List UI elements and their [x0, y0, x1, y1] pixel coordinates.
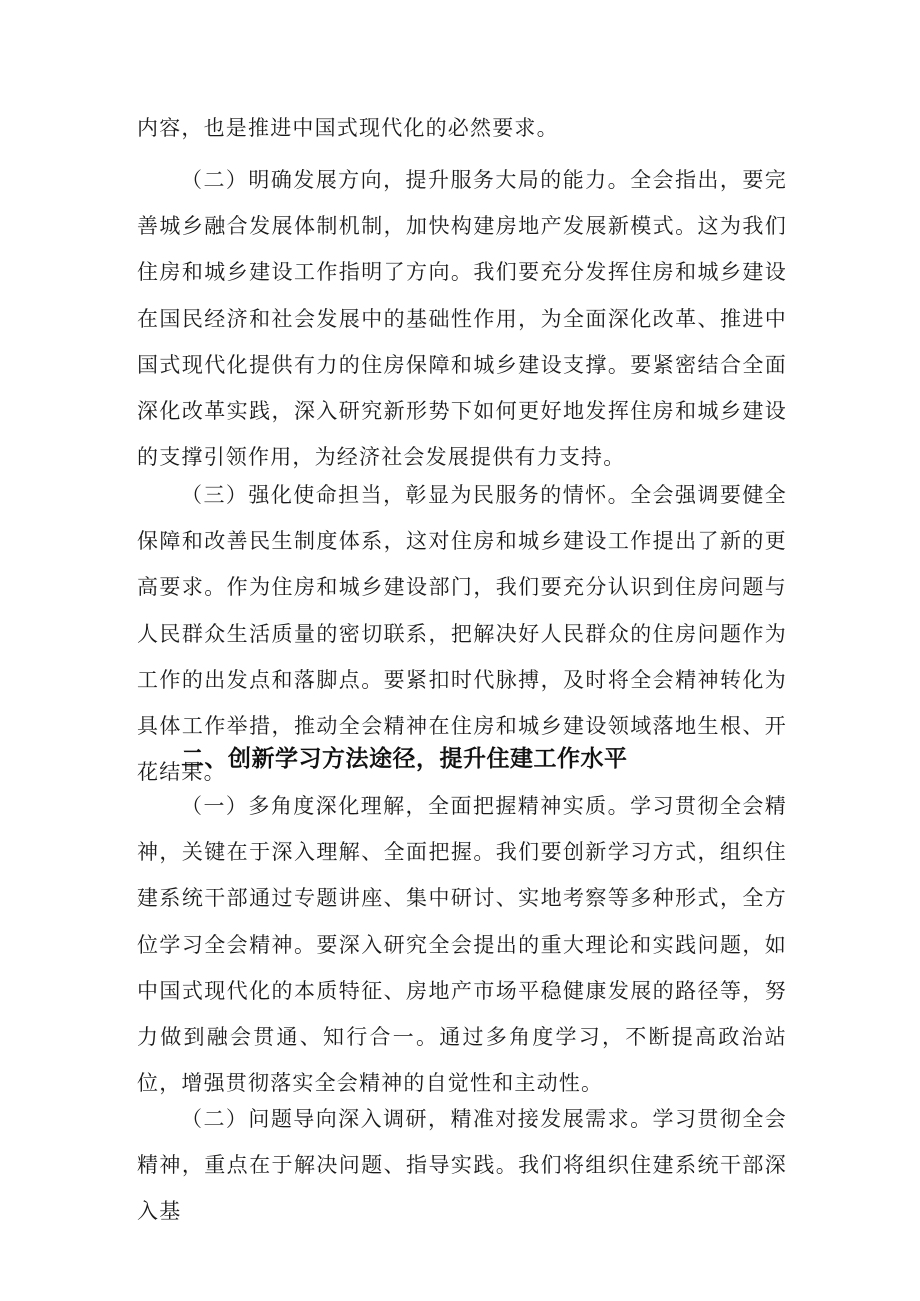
- paragraph-section2-item2: （二）问题导向深入调研，精准对接发展需求。学习贯彻全会精神，重点在于解决问题、指导实践。我们将组织住建系统干部深入基: [137, 1107, 787, 1224]
- paragraph-section1-item2: （二）明确发展方向，提升服务大局的能力。全会指出，要完善城乡融合发展体制机制，加快构建房地产发展新模式。这为我们住房和城乡建设工作指明了方向。我们要充分发挥住房和城乡建设在国民经济和社会发展中的基础性作用，为全面深化改革、推进中国式现代化提供有力的住房保障和城乡建设支撑。要紧密结合全面深化改革实践，深入研究新形势下如何更好地发挥住房和城乡建设的支撑引领作用，为经济社会发展提供有力支持。: [137, 168, 787, 470]
- paragraph-continuation: 内容，也是推进中国式现代化的必然要求。: [137, 116, 559, 140]
- paragraph-section2-item1: （一）多角度深化理解，全面把握精神实质。学习贯彻全会精神，关键在于深入理解、全面把握。我们要创新学习方式，组织住建系统干部通过专题讲座、集中研讨、实地考察等多种形式，全方位学习全会精神。要深入研究全会提出的重大理论和实践问题，如中国式现代化的本质特征、房地产市场平稳健康发展的路径等，努力做到融会贯通、知行合一。通过多角度学习，不断提高政治站位，增强贯彻落实全会精神的自觉性和主动性。: [137, 794, 787, 1096]
- section-heading: 二、创新学习方法途径，提升住建工作水平: [181, 746, 628, 772]
- paragraph-section1-item3: （三）强化使命担当，彰显为民服务的情怀。全会强调要健全保障和改善民生制度体系，这对住房和城乡建设工作提出了新的更高要求。作为住房和城乡建设部门，我们要充分认识到住房问题与人民群众生活质量的密切联系，把解决好人民群众的住房问题作为工作的出发点和落脚点。要紧扣时代脉搏，及时将全会精神转化为具体工作举措，推动全会精神在住房和城乡建设领域落地生根、开花结果。: [137, 483, 787, 785]
